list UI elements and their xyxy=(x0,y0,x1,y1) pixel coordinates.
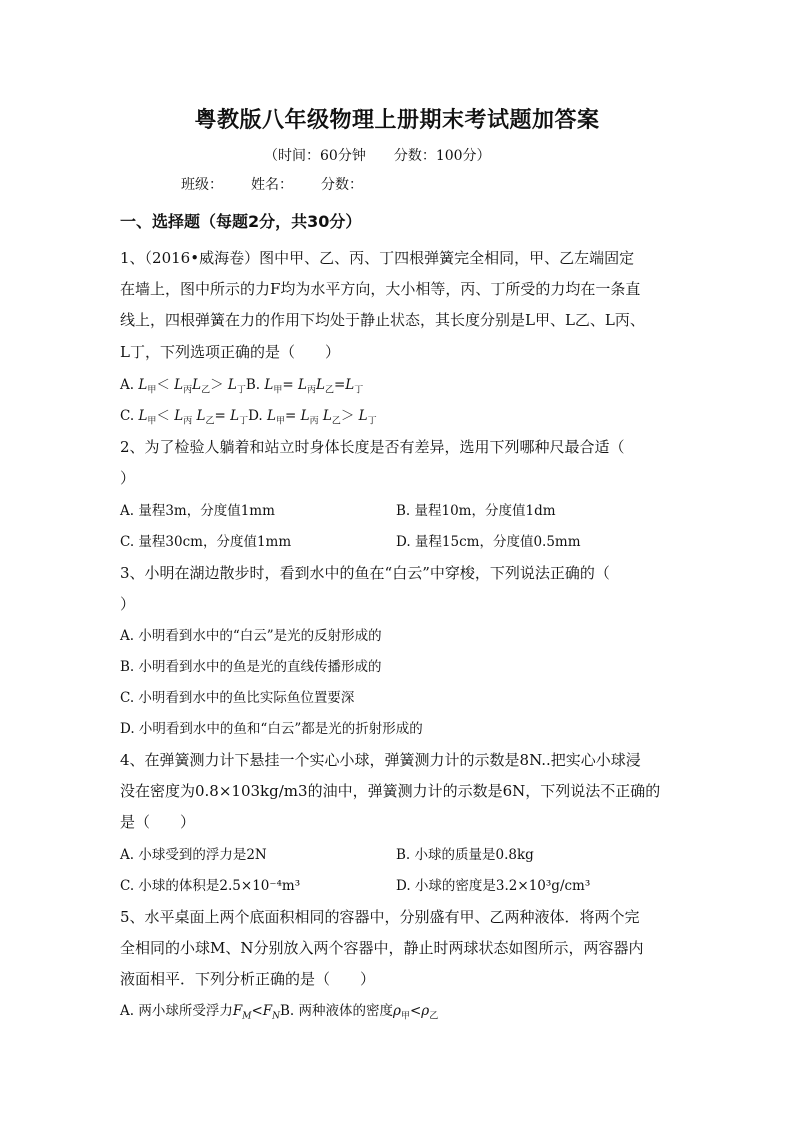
len-symbol: L xyxy=(297,377,307,393)
subscript: N xyxy=(272,1011,280,1022)
option-c-prefix: C. xyxy=(120,408,139,424)
len-symbol: L xyxy=(192,408,206,424)
force-symbol: F xyxy=(232,1003,243,1019)
len-symbol: L xyxy=(192,377,202,393)
subscript: 甲 xyxy=(273,385,283,396)
q2-option-b: B. 量程10m，分度值1dm xyxy=(396,503,556,519)
section-heading: 一、选择题（每题2分，共30分） xyxy=(120,212,362,231)
q1-options-cd xyxy=(120,404,377,427)
q4-option-b: B. 小球的质量是0.8kg xyxy=(396,847,534,863)
relation: = xyxy=(333,377,346,393)
density-symbol: ρ xyxy=(421,1003,430,1019)
len-symbol: L xyxy=(264,377,274,393)
subscript: 甲 xyxy=(275,416,285,427)
len-symbol: L xyxy=(227,377,237,393)
q2-option-a: A. 量程3m，分度值1mm xyxy=(120,503,275,519)
name-label: 姓名： xyxy=(251,177,293,193)
len-symbol: L xyxy=(358,408,368,424)
subscript: 乙 xyxy=(429,1011,439,1022)
len-symbol: L xyxy=(267,408,276,424)
relation: ＞ xyxy=(210,377,228,393)
q1-line: 在墙上，图中所示的力F均为水平方向，大小相等，丙、丁所受的力均在一条直 xyxy=(120,280,641,298)
relation: ＜ xyxy=(156,408,175,424)
subscript: 丁 xyxy=(236,385,246,396)
q2-option-c: C. 量程30cm，分度值1mm xyxy=(120,534,292,550)
page-title: 粤教版八年级物理上册期末考试题加答案 xyxy=(194,108,600,133)
len-symbol: L xyxy=(138,377,148,393)
q5-line: 5、水平桌面上两个底面积相同的容器中，分别盛有甲、乙两种液体．将两个完 xyxy=(120,908,640,926)
exam-time-score xyxy=(264,145,491,165)
density-symbol: ρ xyxy=(393,1003,401,1019)
q1-options-ab xyxy=(120,373,363,396)
relation: = xyxy=(282,377,298,393)
q3-option-a: A. 小明看到水中的“白云”是光的反射形成的 xyxy=(120,628,382,644)
subscript: 乙 xyxy=(324,385,334,396)
len-symbol: L xyxy=(138,408,148,424)
q3-line: ） xyxy=(120,595,136,613)
q3-option-c: C. 小明看到水中的鱼比实际鱼位置要深 xyxy=(120,690,355,706)
q5-line: 全相同的小球M、N分别放入两个容器中，静止时两球状态如图所示，两容器内 xyxy=(120,939,644,957)
option-d-prefix: D. xyxy=(248,408,268,424)
student-info-line xyxy=(181,174,391,194)
relation: < xyxy=(251,1003,263,1019)
subscript: 丁 xyxy=(367,416,377,427)
option-b-text: B. 两种液体的密度 xyxy=(280,1003,394,1019)
relation: ＞ xyxy=(340,408,359,424)
subscript: 丁 xyxy=(239,416,249,427)
len-symbol: L xyxy=(230,408,240,424)
q5-options-ab xyxy=(120,999,438,1022)
subscript: 乙 xyxy=(331,416,341,427)
len-symbol: L xyxy=(345,377,355,393)
q1-line: 1、（2016•威海卷）图中甲、乙、丙、丁四根弹簧完全相同，甲、乙左端固定 xyxy=(120,249,635,267)
subscript: 甲 xyxy=(147,385,157,396)
subscript: 丁 xyxy=(354,385,364,396)
relation: ＜ xyxy=(156,377,175,393)
q2-option-d: D. 量程15cm，分度值0.5mm xyxy=(396,534,581,550)
subscript: M xyxy=(242,1011,252,1022)
q3-line: 3、小明在湖边散步时，看到水中的鱼在“白云”中穿梭，下列说法正确的（ xyxy=(120,564,610,582)
q1-line: L丁，下列选项正确的是（ ） xyxy=(120,343,340,361)
q2-line: ） xyxy=(120,469,136,487)
class-label: 班级： xyxy=(181,177,223,193)
subscript: 丙 xyxy=(309,416,319,427)
relation: = xyxy=(285,408,301,424)
option-a-prefix: A. xyxy=(120,377,139,393)
q4-option-c: C. 小球的体积是2.5×10⁻⁴m³ xyxy=(120,878,301,894)
len-symbol: L xyxy=(174,408,184,424)
subscript: 甲 xyxy=(147,416,157,427)
subscript: 丙 xyxy=(183,385,193,396)
subscript: 乙 xyxy=(205,416,215,427)
q5-line: 液面相平．下列分析正确的是（ ） xyxy=(120,970,376,988)
exam-total-score: 分数：100分） xyxy=(393,148,491,164)
q4-option-d: D. 小球的密度是3.2×10³g/cm³ xyxy=(396,878,591,894)
q4-line: 4、在弹簧测力计下悬挂一个实心小球，弹簧测力计的示数是8N..把实心小球浸 xyxy=(120,751,641,769)
subscript: 丙 xyxy=(183,416,193,427)
option-a-text: A. 两小球所受浮力 xyxy=(120,1003,233,1019)
relation: < xyxy=(409,1003,422,1019)
len-symbol: L xyxy=(174,377,184,393)
q4-line: 没在密度为0.8×103kg/m3的油中，弹簧测力计的示数是6N，下列说法不正确的 xyxy=(120,782,661,800)
q1-line: 线上，四根弹簧在力的作用下均处于静止状态，其长度分别是L甲、L乙、L丙、 xyxy=(120,311,645,329)
q2-line: 2、为了检验人躺着和站立时身体长度是否有差异，选用下列哪种尺最合适（ xyxy=(120,438,625,456)
q3-option-b: B. 小明看到水中的鱼是光的直线传播形成的 xyxy=(120,659,382,675)
len-symbol: L xyxy=(315,377,325,393)
relation: = xyxy=(214,408,231,424)
q3-option-d: D. 小明看到水中的鱼和“白云”都是光的折射形成的 xyxy=(120,721,423,737)
points-label: 分数： xyxy=(321,177,363,193)
len-symbol: L xyxy=(318,408,332,424)
subscript: 丙 xyxy=(306,385,316,396)
len-symbol: L xyxy=(300,408,310,424)
subscript: 乙 xyxy=(201,385,211,396)
force-symbol: F xyxy=(262,1003,273,1019)
exam-time: （时间：60分钟 xyxy=(264,148,366,164)
q4-line: 是（ ） xyxy=(120,813,196,831)
q4-option-a: A. 小球受到的浮力是2N xyxy=(120,847,267,863)
subscript: 甲 xyxy=(400,1011,410,1022)
option-b-prefix: B. xyxy=(245,377,265,393)
